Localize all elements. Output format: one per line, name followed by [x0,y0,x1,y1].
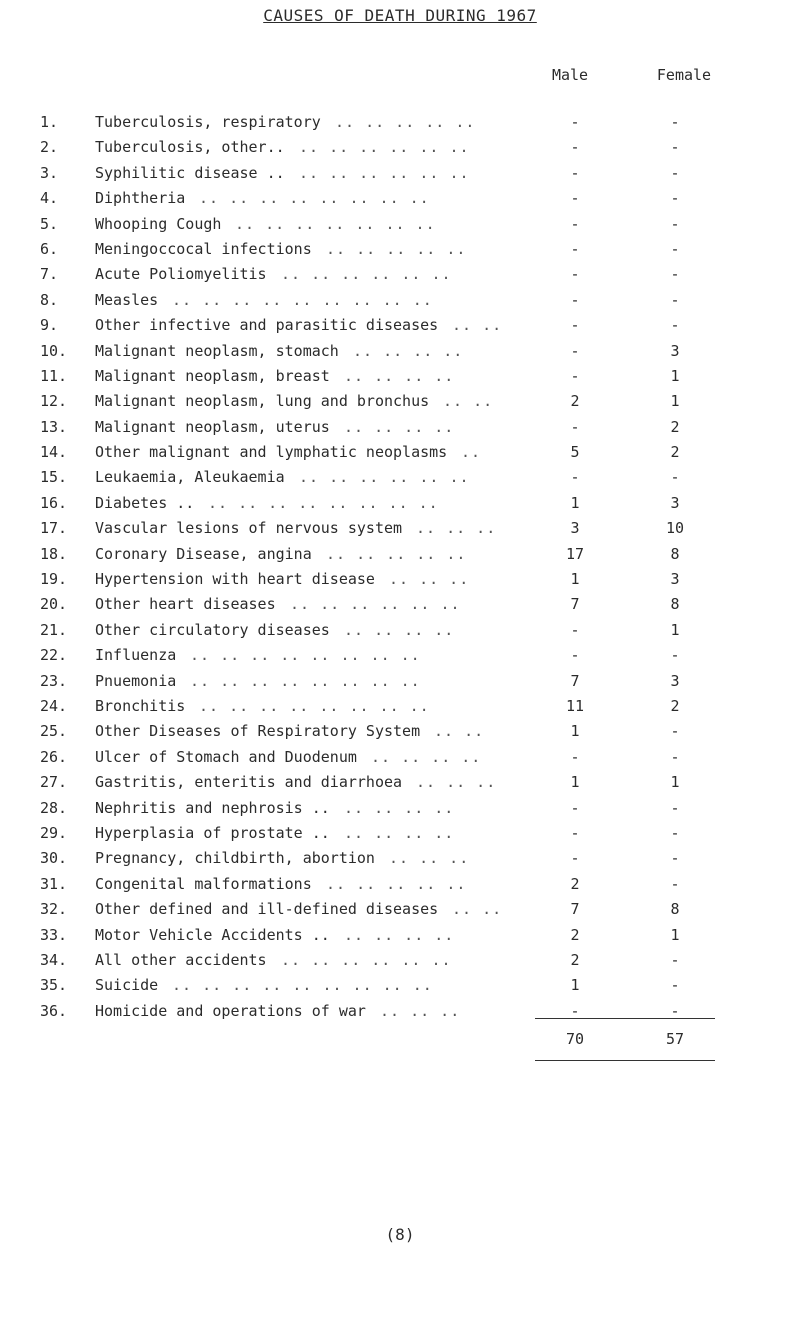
female-count: 2 [670,696,680,715]
male-count: - [570,1001,580,1020]
cause-label: Suicide [95,976,159,995]
cause-label: Ulcer of Stomach and Duodenum [95,747,357,766]
table-row [0,542,800,567]
row-number: 17. [40,519,68,538]
cause-label: Congenital malformations [95,874,312,893]
male-count: - [570,113,580,131]
female-count: 3 [670,341,680,360]
row-number: 33. [40,925,68,944]
row-number: 25. [40,722,68,741]
cause-label: Meningoccocal infections [95,239,312,258]
row-number: 23. [40,671,68,690]
female-count: - [670,265,680,284]
male-count: 7 [570,900,580,919]
row-number: 10. [40,341,68,360]
male-count: - [570,163,580,182]
male-count: 2 [570,925,580,944]
table-row [0,339,800,364]
dot-leader: .. .. .. .. .. .. .. .. [190,671,421,690]
dot-leader: .. .. .. .. [344,798,455,817]
male-count: - [570,620,580,639]
cause-label: Hyperplasia of prostate .. [95,823,330,842]
male-column-header: Male [551,66,589,84]
table-row [0,186,800,211]
female-count: - [670,290,680,309]
cause-label: Malignant neoplasm, breast [95,366,330,385]
male-count: - [570,290,580,309]
female-column-header: Female [656,66,712,84]
row-number: 19. [40,570,68,589]
table-row [0,465,800,490]
cause-label: Pregnancy, childbirth, abortion [95,849,375,868]
cause-label: Gastritis, enteritis and diarrhoea [95,773,403,792]
male-count: 2 [570,950,580,969]
male-count: 1 [570,773,580,792]
row-number: 18. [40,544,68,563]
cause-label: Acute Poliomyelitis [95,265,267,284]
cause-label: Hypertension with heart disease [95,570,375,589]
dot-leader: .. .. .. [416,519,497,538]
cause-label: Malignant neoplasm, stomach [95,341,339,360]
table-row [0,212,800,237]
row-number: 6. [40,239,59,258]
cause-label: Malignant neoplasm, uterus [95,417,330,436]
row-number: 11. [40,366,68,385]
dot-leader: .. .. .. .. .. .. [299,138,470,157]
male-count: - [570,341,580,360]
causes-table [0,110,800,1024]
row-number: 2. [40,138,59,157]
cause-label: Measles [95,290,159,309]
dot-leader: .. .. .. .. .. .. .. .. [190,646,421,665]
table-row [0,923,800,948]
table-row [0,745,800,770]
dot-leader: .. .. [443,392,494,411]
table-row [0,796,800,821]
row-number: 27. [40,773,68,792]
male-count: 3 [570,519,580,538]
female-count: - [670,747,680,766]
table-row [0,948,800,973]
dot-leader: .. .. .. .. .. .. [299,468,470,487]
row-number: 36. [40,1001,68,1020]
male-count: 2 [570,874,580,893]
male-count: 1 [570,570,580,589]
totals-bottom-rule [535,1060,715,1061]
dot-leader: .. .. .. .. .. .. [290,595,461,614]
row-number: 28. [40,798,68,817]
dot-leader: .. .. .. .. [353,341,464,360]
female-count: - [670,823,680,842]
row-number: 30. [40,849,68,868]
dot-leader: .. .. .. .. .. .. [299,163,470,182]
table-row [0,288,800,313]
female-count: - [670,1001,680,1020]
male-count: 2 [570,392,580,411]
table-row [0,592,800,617]
row-number: 32. [40,900,68,919]
row-number: 8. [40,290,59,309]
table-row [0,313,800,338]
male-total: 70 [565,1030,585,1048]
dot-leader: .. .. .. .. [344,823,455,842]
dot-leader: .. .. .. .. [371,747,482,766]
table-row [0,846,800,871]
cause-label: Tuberculosis, other.. [95,138,285,157]
table-row [0,389,800,414]
cause-label: Other circulatory diseases [95,620,330,639]
row-number: 1. [40,113,59,131]
male-count: 1 [570,976,580,995]
male-count: - [570,239,580,258]
dot-leader: .. .. .. .. .. .. .. .. [199,189,430,208]
dot-leader: .. .. .. .. [344,925,455,944]
dot-leader: .. .. .. [380,1001,461,1020]
table-row [0,415,800,440]
table-row [0,161,800,186]
female-count: - [670,113,680,131]
female-count: 3 [670,493,680,512]
male-count: 1 [570,493,580,512]
female-count: 1 [670,925,680,944]
cause-label: Bronchitis [95,696,186,715]
male-count: - [570,316,580,335]
table-row [0,872,800,897]
row-number: 4. [40,189,59,208]
row-number: 24. [40,696,68,715]
row-number: 26. [40,747,68,766]
dot-leader: .. .. [434,722,485,741]
female-count: 8 [670,544,680,563]
dot-leader: .. .. .. .. .. .. .. .. .. [172,976,433,995]
cause-label: Other defined and ill-defined diseases [95,900,439,919]
female-count: 8 [670,900,680,919]
table-row [0,821,800,846]
table-row [0,618,800,643]
dot-leader: .. .. .. .. .. [326,874,467,893]
table-row [0,973,800,998]
row-number: 15. [40,468,68,487]
row-number: 22. [40,646,68,665]
table-row [0,719,800,744]
cause-label: Syphilitic disease .. [95,163,285,182]
male-count: - [570,214,580,233]
row-number: 21. [40,620,68,639]
cause-label: Pnuemonia [95,671,177,690]
cause-label: Diabetes .. [95,493,195,512]
table-row [0,694,800,719]
dot-leader: .. .. .. .. [344,366,455,385]
dot-leader: .. .. .. .. .. [326,239,467,258]
cause-label: Vascular lesions of nervous system [95,519,403,538]
row-number: 3. [40,163,59,182]
cause-label: All other accidents [95,950,267,969]
female-count: - [670,976,680,995]
dot-leader: .. .. .. .. [344,417,455,436]
row-number: 9. [40,316,59,335]
female-count: - [670,849,680,868]
female-count: 3 [670,570,680,589]
table-row [0,491,800,516]
female-count: - [670,239,680,258]
cause-label: Malignant neoplasm, lung and bronchus [95,392,430,411]
cause-label: Nephritis and nephrosis .. [95,798,330,817]
row-number: 31. [40,874,68,893]
female-count: - [670,874,680,893]
table-row [0,364,800,389]
dot-leader: .. .. .. [389,849,470,868]
dot-leader: .. .. .. .. .. [326,544,467,563]
female-count: - [670,468,680,487]
male-count: - [570,138,580,157]
dot-leader: .. .. [452,900,503,919]
row-number: 13. [40,417,68,436]
cause-label: Other Diseases of Respiratory System [95,722,421,741]
table-row [0,262,800,287]
page-number: (8) [385,1225,415,1244]
female-count: 10 [665,519,685,538]
female-count: 1 [670,620,680,639]
male-count: 7 [570,595,580,614]
table-row [0,770,800,795]
dot-leader: .. .. .. .. .. .. [281,265,452,284]
female-count: - [670,163,680,182]
row-number: 20. [40,595,68,614]
cause-label: Homicide and operations of war [95,1001,366,1020]
male-count: 1 [570,722,580,741]
table-row [0,135,800,160]
dot-leader: .. .. .. .. [344,620,455,639]
cause-label: Motor Vehicle Accidents .. [95,925,330,944]
dot-leader: .. .. .. .. .. .. .. .. [199,696,430,715]
male-count: - [570,417,580,436]
cause-label: Diphtheria [95,189,186,208]
dot-leader: .. [461,443,482,462]
table-row [0,237,800,262]
male-count: - [570,747,580,766]
female-count: 2 [670,443,680,462]
female-count: - [670,950,680,969]
male-count: - [570,823,580,842]
female-count: - [670,798,680,817]
male-count: - [570,366,580,385]
row-number: 16. [40,493,68,512]
cause-label: Whooping Cough [95,214,222,233]
male-count: - [570,265,580,284]
dot-leader: .. .. .. .. .. .. .. .. [208,493,439,512]
female-count: - [670,316,680,335]
row-number: 7. [40,265,59,284]
cause-label: Leukaemia, Aleukaemia [95,468,285,487]
male-count: - [570,468,580,487]
male-count: 7 [570,671,580,690]
row-number: 29. [40,823,68,842]
female-count: - [670,189,680,208]
row-number: 35. [40,976,68,995]
dot-leader: .. .. .. .. .. [335,113,476,131]
cause-label: Other heart diseases [95,595,276,614]
page-title: CAUSES OF DEATH DURING 1967 [263,6,537,25]
cause-label: Coronary Disease, angina [95,544,312,563]
male-count: - [570,646,580,665]
row-number: 14. [40,443,68,462]
table-row [0,110,800,135]
female-total: 57 [665,1030,685,1048]
dot-leader: .. .. .. [389,570,470,589]
cause-label: Tuberculosis, respiratory [95,113,321,131]
female-count: 1 [670,773,680,792]
female-count: 8 [670,595,680,614]
male-count: 17 [565,544,585,563]
male-count: - [570,849,580,868]
male-count: 5 [570,443,580,462]
cause-label: Other infective and parasitic diseases [95,316,439,335]
male-count: - [570,189,580,208]
female-count: - [670,138,680,157]
table-row [0,999,800,1024]
row-number: 5. [40,214,59,233]
table-row [0,516,800,541]
cause-label: Influenza [95,646,177,665]
table-row [0,567,800,592]
male-count: 11 [565,696,585,715]
table-row [0,440,800,465]
male-count: - [570,798,580,817]
table-row [0,897,800,922]
table-row [0,669,800,694]
female-count: 2 [670,417,680,436]
totals-top-rule [535,1018,715,1019]
female-count: - [670,646,680,665]
dot-leader: .. .. .. .. .. .. [281,950,452,969]
dot-leader: .. .. .. .. .. .. .. .. .. [172,290,433,309]
dot-leader: .. .. [452,316,503,335]
cause-label: Other malignant and lymphatic neoplasms [95,443,448,462]
female-count: - [670,214,680,233]
dot-leader: .. .. .. .. .. .. .. [235,214,436,233]
dot-leader: .. .. .. [416,773,497,792]
female-count: 1 [670,392,680,411]
row-number: 34. [40,950,68,969]
female-count: - [670,722,680,741]
female-count: 1 [670,366,680,385]
row-number: 12. [40,392,68,411]
female-count: 3 [670,671,680,690]
table-row [0,643,800,668]
